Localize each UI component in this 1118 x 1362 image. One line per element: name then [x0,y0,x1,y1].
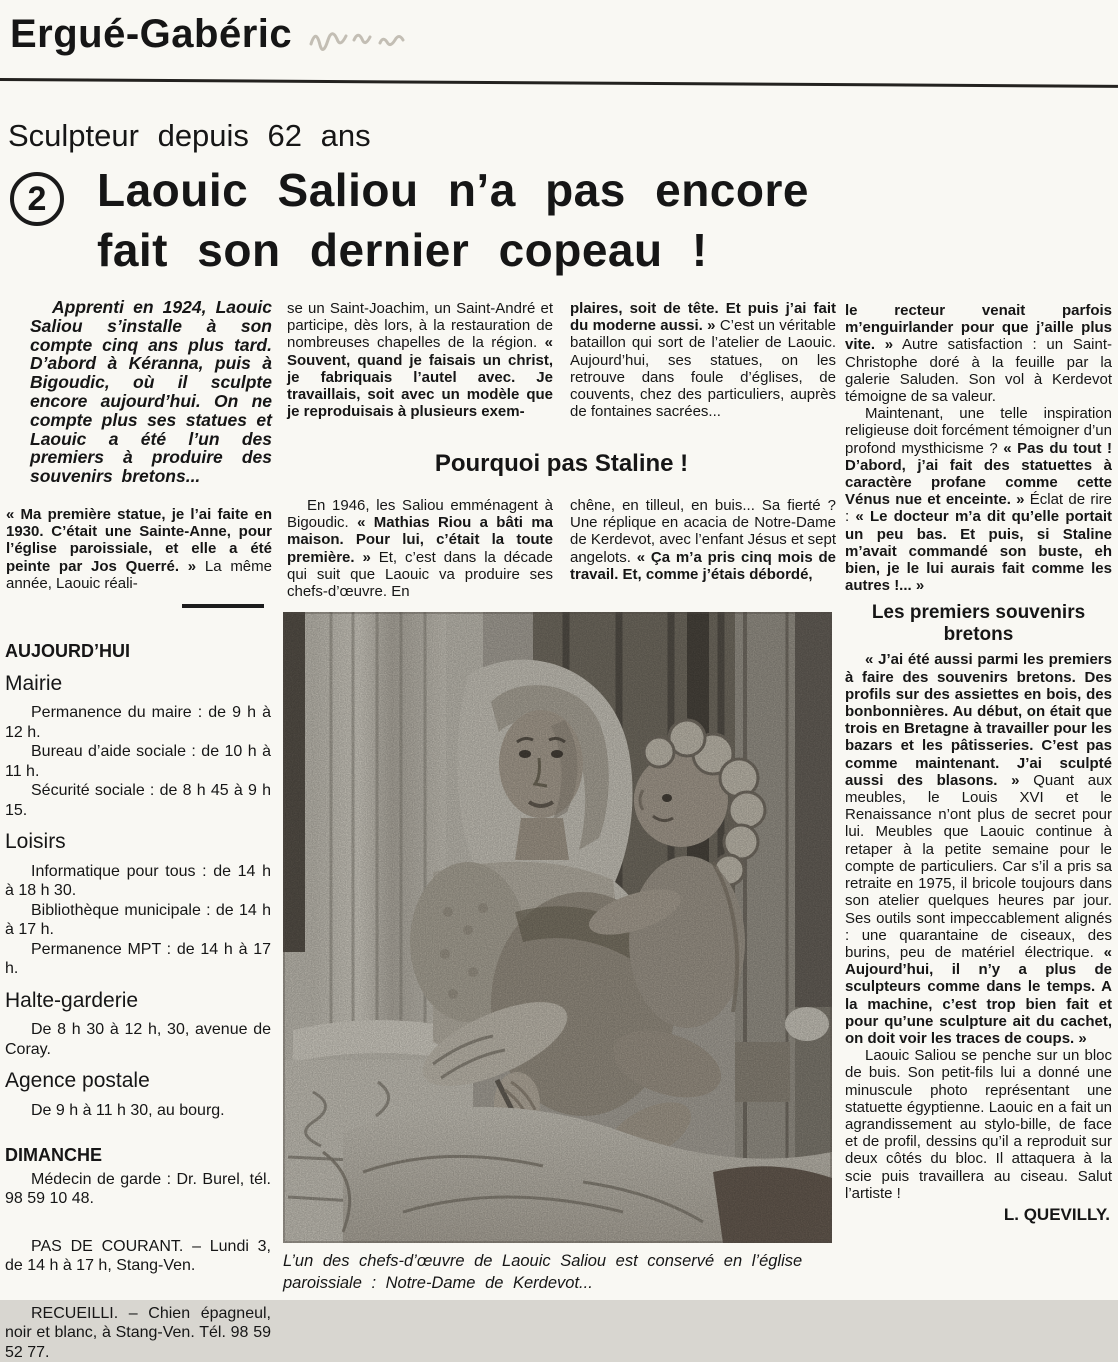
agenda-section-title-mairie: Mairie [5,674,271,694]
text-segment: plaires, soit de tête. Et puis j’ai fait du moderne aussi. » [570,300,836,334]
col2-paragraph [287,497,553,600]
headline-line-2: fait son dernier copeau ! [97,220,957,280]
text-segment: Éclat de rire : [845,491,1112,525]
agenda-item: Informatique pour tous : de 14 h à 18 h 30. [5,862,271,901]
photo-caption: L’un des chefs-d’œuvre de Laouic Saliou est conservé en l’église paroissiale : Notre-Dame de Kerdevot... [283,1250,835,1294]
agenda-section-title-loisirs: Loisirs [5,832,271,852]
col4-paragraph [845,405,1112,594]
agenda-item: De 9 h à 11 h 30, au bourg. [5,1101,271,1121]
classified-brief: RECUEILLI. – Chien épagneul, noir et blanc, à Stang-Ven. Tél. 98 59 52 77. [5,1304,271,1362]
text-segment: « Mathias Riou a bâti ma maison. Pour lui, c’était la toute première. » [287,514,553,565]
text-segment: « Pas du tout ! D’abord, j’ai fait des statuettes à caractère profane comme cette Vénus nue et enceinte. » [845,440,1112,509]
article-number-badge [10,172,64,226]
kicker: Sculpteur depuis 62 ans [8,118,371,154]
agenda-column [5,642,271,1362]
column-2-lower [287,497,553,600]
column-2-upper [287,300,553,420]
text-segment: Et, c’est dans la décade qui suit que Laouic va produire ses chefs-d’œuvre. En [287,549,553,600]
agenda-item: Bibliothèque municipale : de 14 h à 17 h. [5,901,271,940]
text-segment: La même année, Laouic réali- [6,558,272,592]
column-3-upper [570,300,836,420]
article-number: 2 [28,182,47,216]
text-segment: « Ça m’a pris cinq mois de travail. Et, comme j’étais débordé, [570,549,836,583]
agenda-item: Sécurité sociale : de 8 h 45 à 9 h 15. [5,781,271,820]
agenda-section-title-agence-postale: Agence postale [5,1071,271,1091]
text-segment: Quant aux meubles, le Louis XVI et le Renaissance n’ont plus de secret pour lui. Meubles que Laouic continue à retaper à la petite semaine pour le compte de particuliers. Car s’il a pris sa retraite en 1975, il bricole toujours dans son atelier quelques heures par jour. Ses outils sont impeccablement alignés : une quarantaine de ciseaux, des burins, peu de matériel électrique. [845,772,1112,961]
headline-line-1: Laouic Saliou n’a pas encore [97,160,957,220]
text-segment: « J’ai été aussi parmi les premiers à faire des souvenirs bretons. Des profils sur des assiettes en bois, des bonbonnières. Au début, on était que trois en Bretagne à travailler pour les bazars et les pâtisseries. C’est pas comme maintenant. J’ai sculpté aussi des blasons. » [845,651,1112,788]
headline [97,160,957,280]
text-segment: « Ma première statue, je l’ai faite en 1930. C’était une Sainte-Anne, pour l’église paroissiale, et elle a été peinte par Jos Querré. » [6,506,272,575]
section-heading-souvenirs: Les premiers souvenirs bretons [845,602,1112,646]
agenda-item: Médecin de garde : Dr. Burel, tél. 98 59 10 48. [5,1170,271,1209]
agenda-section-title-halte-garderie: Halte-garderie [5,991,271,1011]
agenda-item: Bureau d’aide sociale : de 10 h à 11 h. [5,742,271,781]
classified-brief: PAS DE COURANT. – Lundi 3, de 14 h à 17 h, Stang-Ven. [5,1237,271,1276]
text-segment: Autre satisfaction : un Saint-Christophe doré à la feuille par la galerie Saluden. Son vol à Kerdevot témoigne de sa valeur. [845,336,1112,405]
masthead-town-title: Ergué-Gabéric [10,12,292,57]
col3-paragraph [570,300,836,420]
masthead-rule [0,78,1118,88]
text-segment: « Le docteur m’a dit qu’elle portait un peu bas. Et puis, si Staline m’avait commandé son buste, eh bien, je le lui aurais fait comme les autres !... » [845,508,1112,594]
text-segment: Maintenant, une telle inspiration religieuse doit forcément témoigner d’un profond mysthicisme ? [845,405,1112,456]
text-segment: « Souvent, quand je faisais un christ, je fabriquais l’autel avec. Je travaillais, soit avec un modèle que je reproduisais à plusieurs exem- [287,334,553,420]
text-segment: C’est un véritable bataillon qui sort de l’atelier de Laouic. Aujourd’hui, ses statues, on les retrouve dans foule d’églises, de couvents, chez des particuliers, auprès de fontaines sacrées... [570,317,836,420]
handwritten-annotation-icon [305,22,435,58]
col1-quote-paragraph [6,506,272,592]
agenda-item: Permanence du maire : de 9 h à 12 h. [5,703,271,742]
agenda-item: Permanence MPT : de 14 h à 17 h. [5,940,271,979]
column-3-lower [570,497,836,583]
byline: L. QUEVILLY. [845,1206,1110,1223]
text-segment: chêne, en tilleul, en buis... Sa fierté ? Une réplique en acacia de Notre-Dame de Kerdevot, avec l’enfant Jésus et sept angelots. [570,497,836,566]
col4-paragraph: Laouic Saliou se penche sur un bloc de buis. Son petit-fils lui a donné une minuscule photo représentant une statuette égyptienne. Laouic en a fait un agrandissement au stylo-bille, de face et de profil, dessins qu’il a reproduit sur deux côtés du bloc. Il attaquera à la scie puis travaillera au ciseau. Salut l’artiste ! [845,1047,1112,1202]
column-1 [6,298,272,608]
crosshead-staline: Pourquoi pas Staline ! [287,450,836,478]
text-segment: En 1946, les Saliou emménagent à Bigoudic. [287,497,553,531]
agenda-item: De 8 h 30 à 12 h, 30, avenue de Coray. [5,1020,271,1059]
text-segment: se un Saint-Joachim, un Saint-André et participe, dès lors, à la restauration de nombreuses chapelles de la région. [287,300,553,351]
column-4 [845,302,1112,1223]
text-segment: « Aujourd’hui, il n’y a plus de sculpteurs comme dans le temps. A la machine, c’est trop bien fait et pour qu’une sculpture ait du cachet, on doit voir les traces de coups. » [845,944,1112,1047]
text-segment: le recteur venait parfois m’enguirlander pour que j’aille plus vite. » [845,302,1112,353]
col2-paragraph [287,300,553,420]
lead-paragraph: Apprenti en 1924, Laouic Saliou s’installe à son compte cinq ans plus tard. D’abord à Kéranna, puis à Bigoudic, où il sculpte encore aujourd’hui. On ne compte plus ses statues et Laouic a été l’un des premiers à produire des souvenirs bretons... [6,298,272,486]
agenda-sunday-label: DIMANCHE [5,1146,271,1166]
col3-paragraph [570,497,836,583]
col4-paragraph [845,302,1112,405]
agenda-today-label: AUJOURD’HUI [5,642,271,662]
sculpture-photo [283,612,832,1243]
section-end-rule [182,604,264,608]
col4-paragraph [845,651,1112,1047]
